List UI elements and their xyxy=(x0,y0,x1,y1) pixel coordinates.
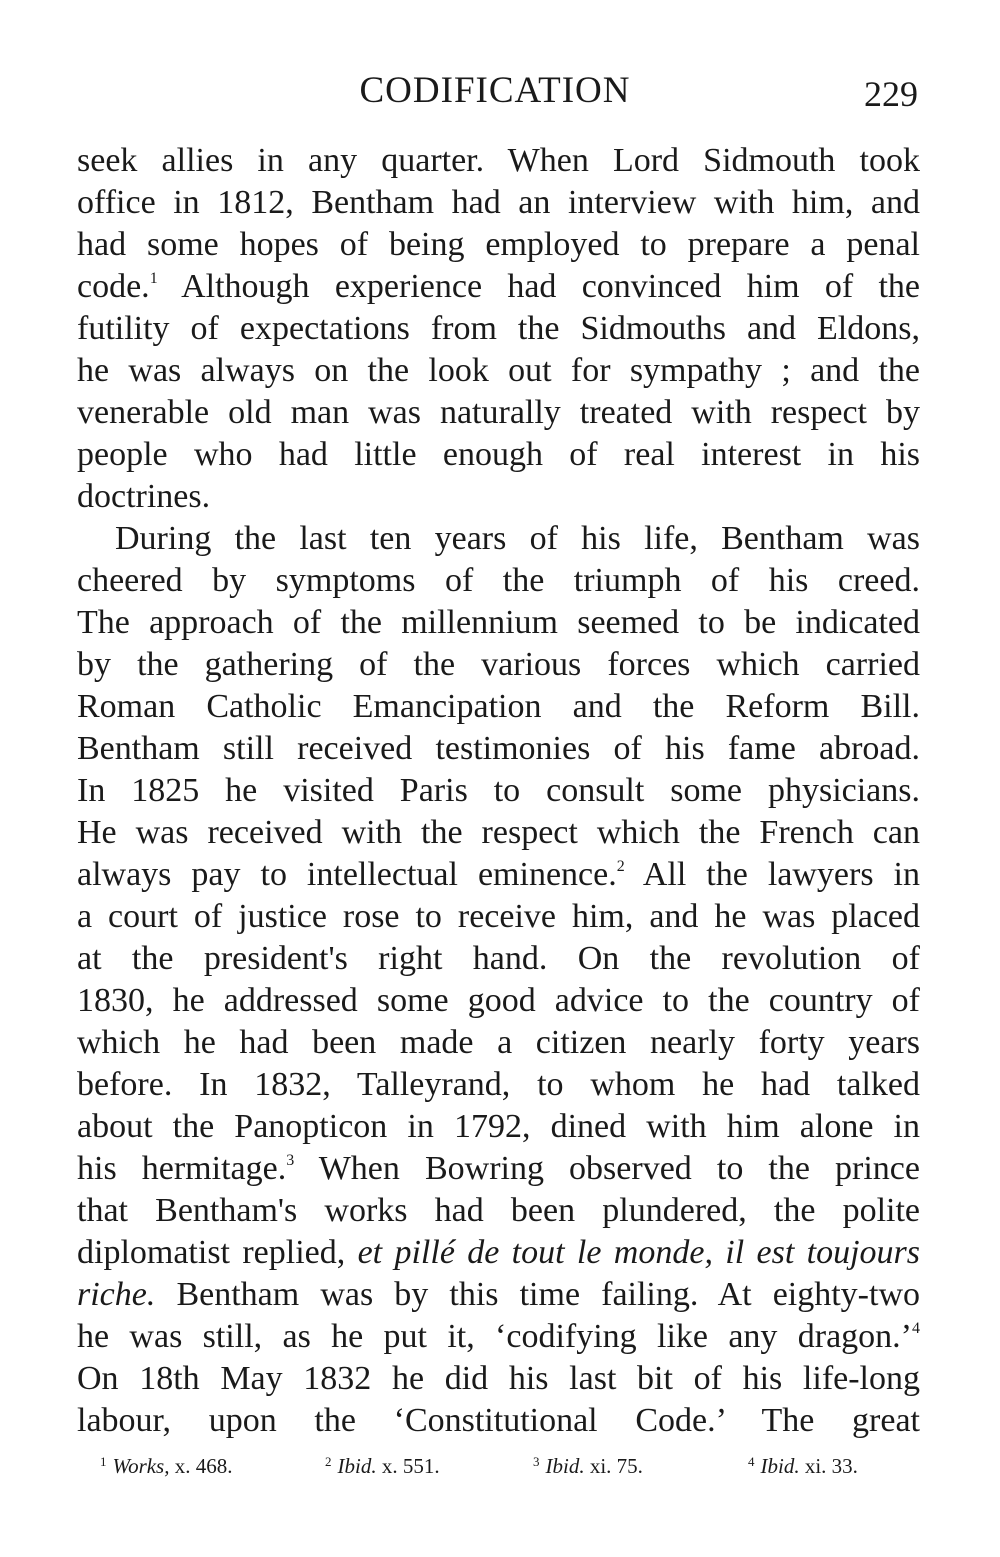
footnote-source: Ibid. xyxy=(545,1454,585,1478)
footnote-mark: 3 xyxy=(533,1454,540,1469)
text-fragment: Bentham was by this time failing. At eighty-two xyxy=(176,1276,921,1313)
footnote-ref: 3 xyxy=(286,1152,295,1169)
text-line: people who had little enough of real interest in his xyxy=(77,436,920,473)
text-line: had some hopes of being employed to prepare a penal xyxy=(77,226,920,263)
page-number: 229 xyxy=(864,74,918,114)
text-fragment: All the lawyers in xyxy=(642,856,921,893)
footnote-ref-text: x. 468. xyxy=(174,1454,233,1478)
text-line: about the Panopticon in 1792, dined with him alone in xyxy=(77,1108,920,1145)
text-line: he was always on the look out for sympathy ; and the xyxy=(77,352,920,389)
text-line xyxy=(77,266,920,308)
text-fragment: When Bowring observed to the prince xyxy=(318,1150,920,1187)
footnote xyxy=(325,1448,440,1484)
footnote-source: Ibid. xyxy=(337,1454,377,1478)
text-fragment: his hermitage. xyxy=(77,1150,287,1187)
text-line xyxy=(77,854,920,896)
text-line xyxy=(77,1274,920,1316)
text-fragment: code. xyxy=(77,268,150,305)
text-line: During the last ten years of his life, Bentham was xyxy=(115,520,920,557)
text-line: 1830, he addressed some good advice to the country of xyxy=(77,982,920,1019)
text-line: On 18th May 1832 he did his last bit of his life-long xyxy=(77,1360,920,1397)
text-fragment: diplomatist replied, xyxy=(77,1234,346,1271)
text-line: cheered by symptoms of the triumph of his creed. xyxy=(77,562,920,599)
footnote-ref-text: x. 551. xyxy=(381,1454,440,1478)
text-line: The approach of the millennium seemed to be indicated xyxy=(77,604,920,641)
footnote-ref: 1 xyxy=(149,270,158,287)
italic-quote: et pillé de tout le monde, il est toujours xyxy=(357,1234,920,1271)
footnotes xyxy=(100,1448,920,1484)
text-fragment: Although experience had convinced him of the xyxy=(181,268,920,305)
running-head xyxy=(0,66,1000,116)
footnote-mark: 1 xyxy=(100,1454,107,1469)
text-line: venerable old man was naturally treated with respect by xyxy=(77,394,920,431)
text-fragment: he was still, as he put it, ‘codifying like any dragon.’ xyxy=(77,1318,912,1355)
footnote-mark: 2 xyxy=(325,1454,332,1469)
footnote-mark: 4 xyxy=(748,1454,755,1469)
body-text xyxy=(77,140,920,1442)
text-line: at the president's right hand. On the revolution of xyxy=(77,940,920,977)
text-line: office in 1812, Bentham had an interview with him, and xyxy=(77,184,920,221)
italic-quote: riche. xyxy=(77,1276,156,1313)
footnote xyxy=(100,1448,232,1484)
footnote-ref-text: xi. 75. xyxy=(589,1454,643,1478)
footnote-source: Works, xyxy=(112,1454,170,1478)
footnote-ref: 4 xyxy=(912,1320,920,1337)
text-line: doctrines. xyxy=(77,478,211,515)
page-title: CODIFICATION xyxy=(359,70,631,111)
footnote-ref: 2 xyxy=(616,858,625,875)
text-fragment: always pay to intellectual eminence. xyxy=(77,856,617,893)
text-line: which he had been made a citizen nearly forty years xyxy=(77,1024,920,1061)
text-line: that Bentham's works had been plundered, the polite xyxy=(77,1192,920,1229)
text-line xyxy=(77,1148,920,1190)
footnote xyxy=(748,1448,858,1484)
text-line: Bentham still received testimonies of his fame abroad. xyxy=(77,730,920,767)
text-line: a court of justice rose to receive him, and he was placed xyxy=(77,898,920,935)
text-line xyxy=(77,1232,920,1274)
footnote xyxy=(533,1448,643,1484)
text-line xyxy=(77,1316,920,1358)
text-line: by the gathering of the various forces which carried xyxy=(77,646,920,683)
text-line: futility of expectations from the Sidmouths and Eldons, xyxy=(77,310,920,347)
text-line: before. In 1832, Talleyrand, to whom he had talked xyxy=(77,1066,920,1103)
text-line: seek allies in any quarter. When Lord Sidmouth took xyxy=(77,142,920,179)
footnote-ref-text: xi. 33. xyxy=(804,1454,858,1478)
footnote-source: Ibid. xyxy=(760,1454,800,1478)
text-line: Roman Catholic Emancipation and the Reform Bill. xyxy=(77,688,920,725)
text-line: In 1825 he visited Paris to consult some physicians. xyxy=(77,772,920,809)
text-line: He was received with the respect which the French can xyxy=(77,814,920,851)
text-line: labour, upon the ‘Constitutional Code.’ The great xyxy=(77,1402,920,1439)
